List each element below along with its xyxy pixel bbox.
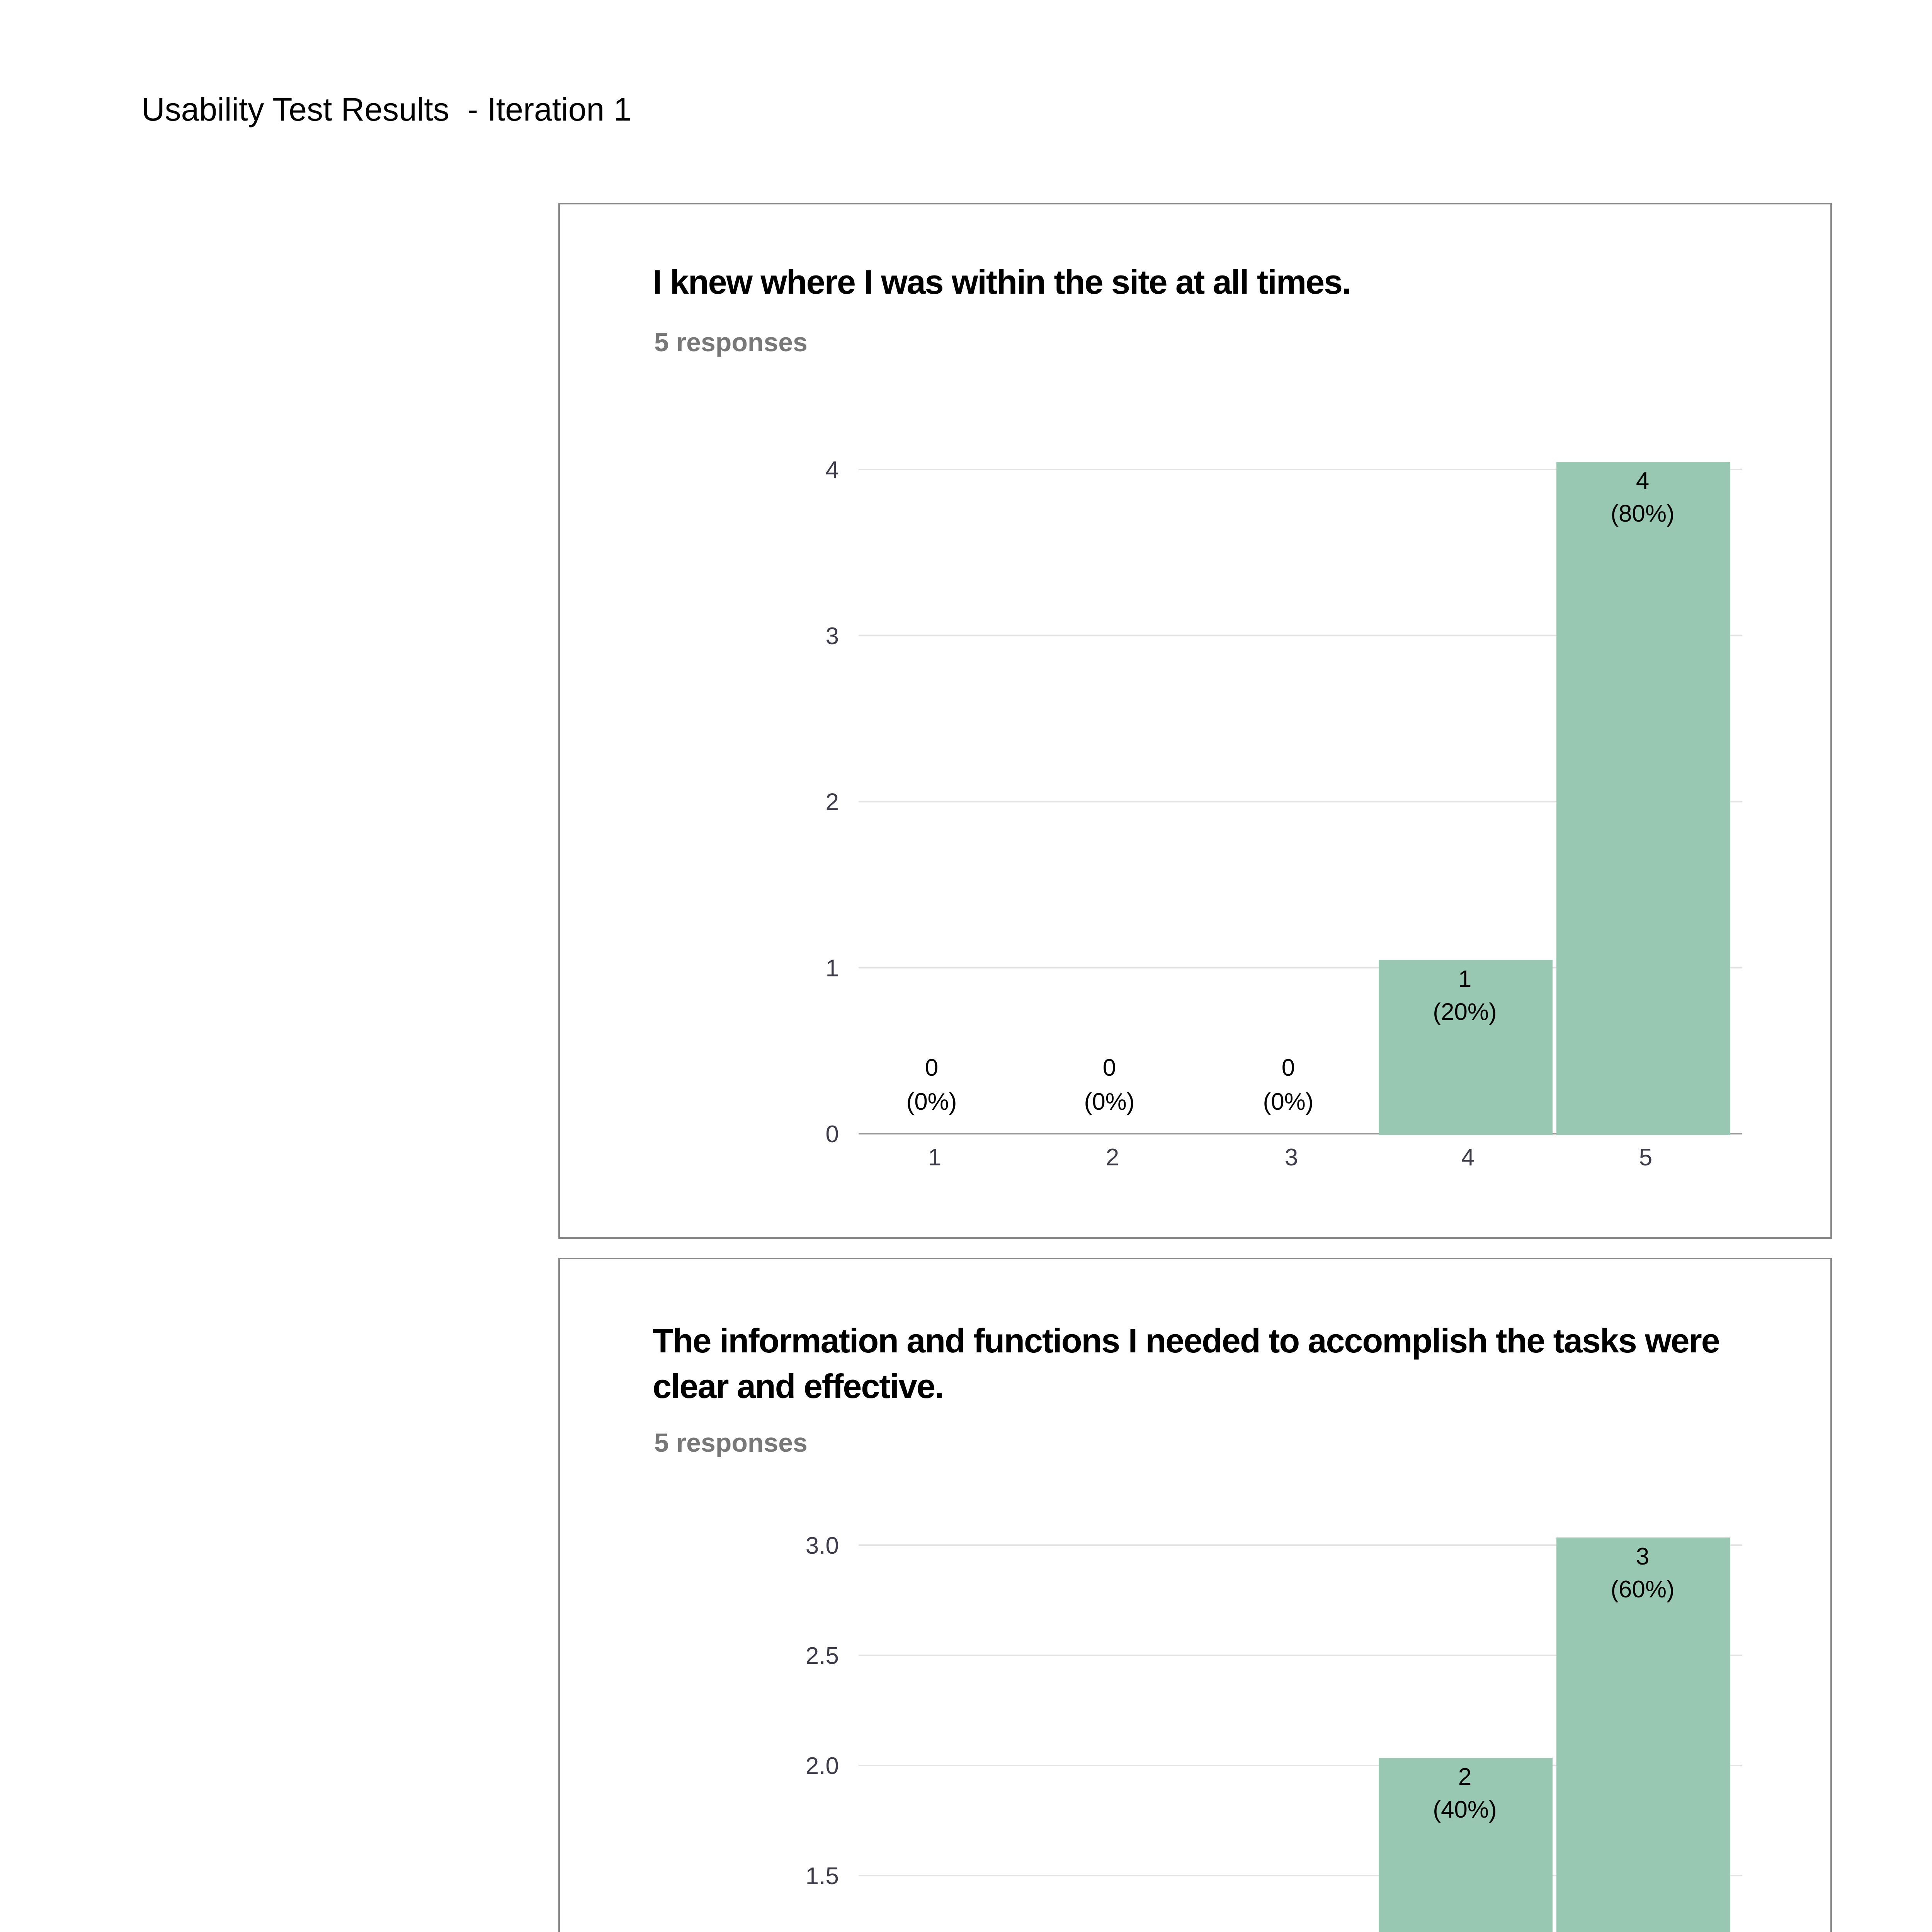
bar-value-label: 0 [1102, 1054, 1116, 1081]
x-tick-label: 1 [928, 1144, 942, 1171]
bar-value-label: 0 [1281, 1054, 1295, 1081]
y-tick-label: 1 [825, 955, 839, 982]
bar [1556, 462, 1730, 1135]
y-tick-label: 2.0 [805, 1753, 839, 1779]
response-count: 5 responses [654, 328, 808, 357]
bar-value-label: 3 [1636, 1543, 1650, 1570]
chart-card-1 [558, 203, 1832, 1239]
bar-value-label: 2 [1458, 1764, 1472, 1790]
bar-value-label: 4 [1636, 468, 1650, 494]
y-tick-label: 3 [825, 622, 839, 650]
y-tick-label: 2.5 [805, 1643, 839, 1669]
x-tick-label: 5 [1639, 1144, 1653, 1171]
bar-percent-label: (0%) [906, 1088, 957, 1115]
x-tick-label: 4 [1461, 1144, 1475, 1171]
bar-percent-label: (60%) [1611, 1576, 1675, 1603]
page-title: Usability Test Results - Iteration 1 [141, 91, 632, 128]
bar-percent-label: (0%) [1084, 1088, 1135, 1115]
y-tick-label: 3.0 [805, 1532, 839, 1559]
bar-value-label: 0 [925, 1054, 939, 1081]
bar-percent-label: (40%) [1433, 1796, 1497, 1823]
y-tick-label: 2 [825, 789, 839, 816]
bar-percent-label: (20%) [1433, 998, 1497, 1026]
response-count: 5 responses [654, 1428, 808, 1458]
x-tick-label: 2 [1105, 1144, 1119, 1171]
y-tick-label: 0 [825, 1121, 839, 1148]
bar-percent-label: (80%) [1611, 500, 1675, 527]
y-tick-label: 1.5 [805, 1863, 839, 1889]
bar-percent-label: (0%) [1263, 1088, 1314, 1115]
x-tick-label: 3 [1284, 1144, 1298, 1171]
chart-title: I knew where I was within the site at all times. [653, 263, 1351, 301]
chart-title: The information and functions I needed to accomplish the tasks were clear and effective. [653, 1321, 1719, 1405]
bar-chart-2 [560, 1259, 1830, 1932]
bar-chart-1 [560, 204, 1830, 1237]
bar-value-label: 1 [1458, 966, 1472, 993]
chart-card-2 [558, 1258, 1832, 1932]
y-tick-label: 4 [825, 457, 839, 483]
